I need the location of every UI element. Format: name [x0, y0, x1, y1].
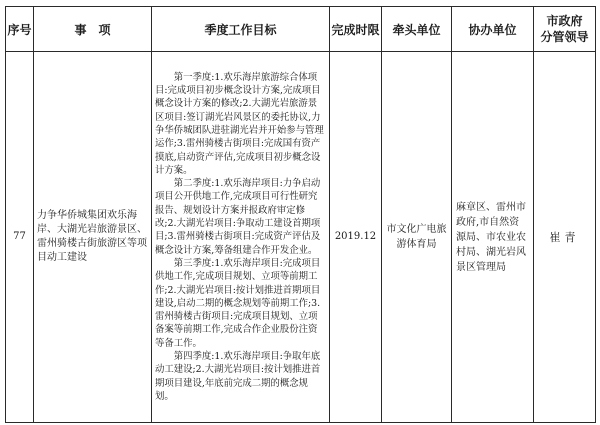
row-leader-cell [534, 52, 596, 423]
header-lead-unit: 牵头单位 [382, 7, 452, 52]
header-item: 事 项 [34, 7, 152, 52]
row-number: 77 [6, 52, 34, 423]
row-deadline: 2019.12 [330, 52, 382, 423]
row-item: 力争华侨城集团欢乐海岸、大湖光岩旅游景区、雷州骑楼古街旅游区等项目动工建设 [37, 210, 147, 263]
row-item-cell [34, 52, 152, 423]
row-lead-unit: 市文化广电旅游体育局 [386, 224, 447, 250]
row-assist-unit-cell [452, 52, 534, 423]
table-header-row [6, 7, 596, 52]
table-row [6, 52, 596, 423]
header-leader-line2: 分管领导 [540, 30, 589, 44]
header-no: 序号 [6, 7, 34, 52]
header-leader-line1: 市政府 [546, 14, 583, 28]
row-assist-unit: 麻章区、雷州市政府,市自然资源局、市农业农村局、湖光岩风景区管理局 [456, 201, 526, 273]
work-plan-table [5, 6, 596, 423]
header-leader [534, 7, 596, 52]
row-lead-unit-cell [382, 52, 452, 423]
header-quarterly-goals: 季度工作目标 [152, 7, 330, 52]
header-assist-unit: 协办单位 [452, 7, 534, 52]
row-leader: 崔青 [549, 231, 580, 244]
row-quarterly-goals: 第一季度:1.欢乐海岸旅游综合体项目:完成项目初步概念设计方案,完成项目概念设计方案的修改;2.大湖光岩旅游景区项目:签订湖光岩风景区的委托协议,力争华侨城团队进驻湖光岩并开始参与管理运作;3.雷州骑楼古街项目:完成国有资产摸底,启动资产评估,完成项目初步概念设计方案。 第二季度:1.欢乐海岸项目:力争启动项目公开供地工作,完成项目可行性研究报告、规划设计方案并报政府审定修改;2.大湖光岩项目:争取动工建设首期项目;3.雷州骑楼古街项目:完成资产评估及概念设计方案,筹备组建合作开发企业。 第三季度:1.欢乐海岸项目:完成项目供地工作,完成项目规划、立项等前期工作;2.大湖光岩项目:按计划推进首期项目建设,启动二期的概念规划等前期工作;3.雷州骑楼古街项目:完成项目规划、立项备案等前期工作,完成合作企业股份注资等备工作。 第四季度:1.欢乐海岸项目:争取年底动工建设;2.大湖光岩项目:按计划推进首期项目建设,年底前完成二期的概念规划。 [155, 71, 324, 402]
row-goals-cell [152, 52, 330, 423]
header-deadline: 完成时限 [330, 7, 382, 52]
